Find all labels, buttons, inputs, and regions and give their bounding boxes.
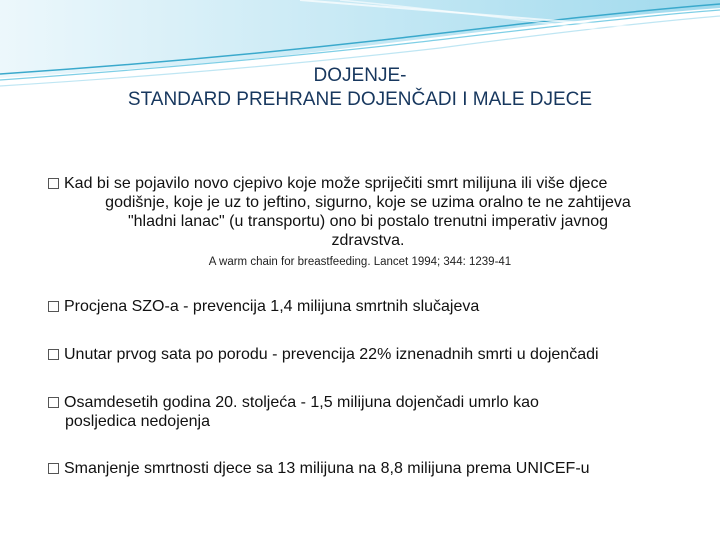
- bullet-box-icon: [48, 463, 59, 474]
- bullet-unicef: [48, 459, 590, 478]
- bullet-who-estimate: [48, 297, 479, 316]
- title-line-1: DOJENJE-: [313, 65, 407, 86]
- bullet-eighties: [48, 393, 539, 431]
- bullet-text-line: Kad bi se pojavilo novo cjepivo koje može spriječiti smrt milijuna ili više djece: [64, 175, 608, 192]
- bullet-first-hour: [48, 345, 599, 364]
- slide-title: [0, 64, 720, 112]
- bullet-text-line: godišnje, koje je uz to jeftino, sigurno, koje se uzima oralno te ne zahtijeva: [105, 194, 631, 211]
- bullet-vaccine-analogy: [48, 174, 688, 250]
- bullet-text-line: zdravstva.: [331, 232, 405, 249]
- bullet-box-icon: [48, 178, 59, 189]
- title-line-2: STANDARD PREHRANE DOJENČADI I MALE DJECE: [127, 89, 593, 110]
- bullet-box-icon: [48, 301, 59, 312]
- bullet-text-line: "hladni lanac" (u transportu) ono bi postalo trenutni imperativ javnog: [127, 213, 609, 230]
- citation: A warm chain for breastfeeding. Lancet 1994; 344: 1239-41: [208, 256, 512, 268]
- bullet-box-icon: [48, 397, 59, 408]
- bullet-text: Unutar prvog sata po porodu - prevencija 22% iznenadnih smrti u dojenčadi: [64, 346, 599, 363]
- bullet-box-icon: [48, 349, 59, 360]
- bullet-text: Smanjenje smrtnosti djece sa 13 milijuna na 8,8 milijuna prema UNICEF-u: [64, 460, 590, 477]
- bullet-text: Procjena SZO-a - prevencija 1,4 milijuna smrtnih slučajeva: [64, 298, 480, 315]
- bullet-text-line: Osamdesetih godina 20. stoljeća - 1,5 milijuna dojenčadi umrlo kao: [64, 394, 539, 411]
- bullet-text-line: posljedica nedojenja: [65, 413, 210, 430]
